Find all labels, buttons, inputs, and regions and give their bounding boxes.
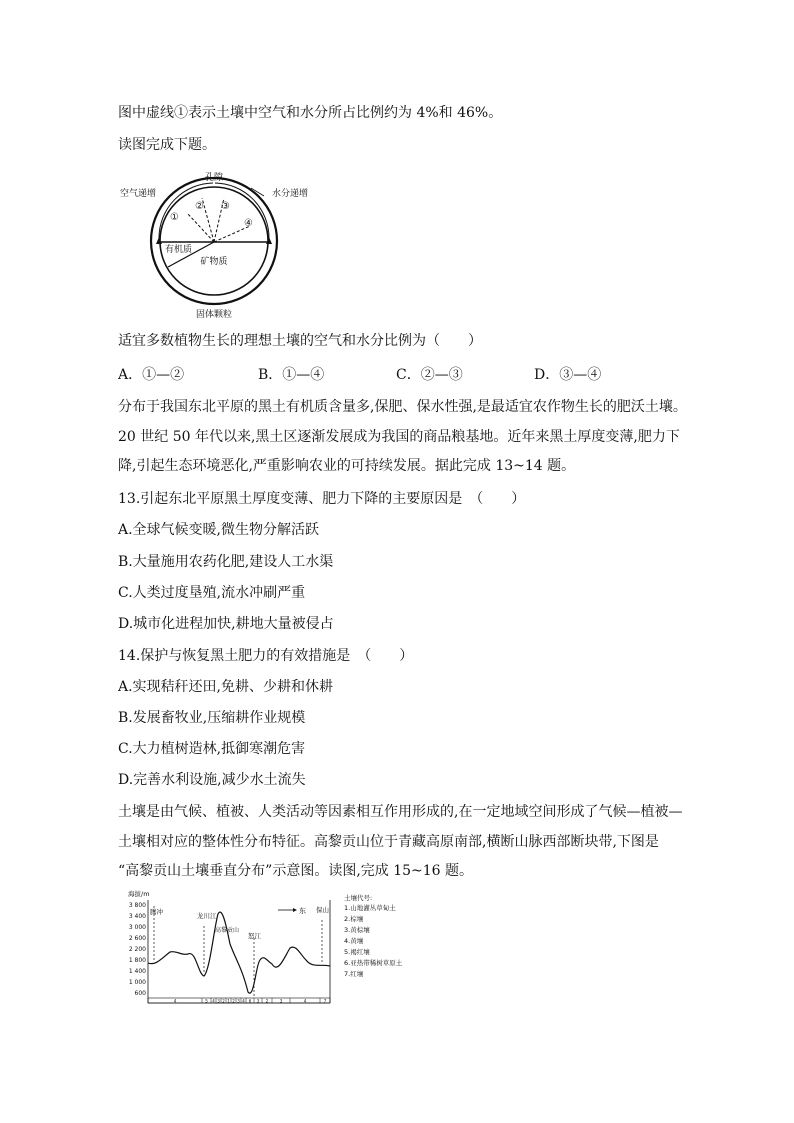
question-14: 14.保护与恢复黑土肥力的有效措施是 （ ）: [118, 648, 414, 664]
soil-code-cell: 3: [237, 998, 240, 1004]
q14-option-d[interactable]: D.完善水利设施,减少水土流失: [118, 772, 306, 788]
legend-item: 3.黄棕壤: [344, 926, 370, 934]
marker-1: ①: [170, 212, 179, 223]
soil-code-cell: 4: [303, 998, 307, 1004]
place-label-gaoligong: 高黎贡山: [215, 927, 240, 934]
direction-label: 东: [299, 907, 306, 915]
question-ideal-soil: 适宜多数植物生长的理想土壤的空气和水分比例为（ ）: [118, 333, 482, 349]
y-tick: 3 000: [128, 924, 146, 931]
organic-label: 有机质: [165, 245, 193, 255]
y-tick: 3 400: [128, 913, 146, 920]
passage-line: 降,引起生态环境恶化,严重影响农业的可持续发展。据此完成 13~14 题。: [118, 458, 576, 474]
mineral-label: 矿物质: [200, 257, 228, 267]
legend-item: 2.棕壤: [344, 915, 364, 923]
legend-item: 4.黄壤: [344, 937, 364, 945]
soil-code-cell: 4: [212, 998, 215, 1004]
soil-code-cell: 3: [217, 998, 220, 1004]
soil-profile-figure: [118, 888, 418, 1010]
passage-line: 20 世纪 50 年代以来,黑土区逐渐发展成为我国的商品粮基地。近年来黑土厚度变薄,肥力下: [118, 429, 680, 445]
legend-title: 土壤代号:: [344, 894, 373, 902]
y-tick-labels: [129, 902, 146, 997]
soil-code-cell: 4: [173, 998, 177, 1004]
soil-code-cell: 2: [222, 998, 225, 1004]
q14-option-c[interactable]: C.大力植树造林,抵御寒潮危害: [118, 741, 306, 757]
intro-line: 图中虚线①表示土壤中空气和水分所占比例约为 4%和 46%。: [118, 105, 503, 121]
q14-option-a[interactable]: A.实现秸秆还田,免耕、少耕和休耕: [118, 679, 334, 695]
intro-line: 读图完成下题。: [118, 137, 216, 153]
passage-line: 土壤是由气候、植被、人类活动等因素相互作用形成的,在一定地域空间形成了气候—植被—: [118, 804, 683, 820]
place-label-longchuan: 龙川江: [197, 912, 217, 920]
y-tick: 600: [134, 990, 146, 997]
option-b[interactable]: B．①—④: [258, 367, 325, 383]
soil-code-cell: 4: [242, 998, 245, 1004]
marker-2: ②: [195, 201, 204, 212]
terrain-profile: [148, 912, 330, 993]
soil-composition-figure: [118, 168, 318, 318]
option-c[interactable]: C．②—③: [396, 367, 463, 383]
place-label-baoshan: 保山: [316, 906, 329, 914]
soil-code-cell: 3: [256, 998, 260, 1004]
solid-particles-label: 固体颗粒: [195, 310, 233, 318]
soil-code-cell: 1: [227, 998, 230, 1004]
marker-4: ④: [244, 218, 253, 229]
y-tick: 1 800: [128, 957, 146, 964]
soil-code-cell: 6: [248, 998, 252, 1004]
marker-3: ③: [221, 201, 230, 212]
soil-code-cells: [174, 998, 327, 1003]
place-label-tengchong: 腾冲: [150, 908, 163, 916]
q13-option-d[interactable]: D.城市化进程加快,耕地大量被侵占: [118, 616, 334, 632]
q13-option-b[interactable]: B.大量施用农药化肥,建设人工水渠: [118, 554, 334, 570]
q14-option-b[interactable]: B.发展畜牧业,压缩耕作业规模: [118, 710, 306, 726]
passage-line: “高黎贡山土壤垂直分布”示意图。读图,完成 15~16 题。: [118, 863, 474, 879]
pore-label: 孔隙: [204, 173, 224, 183]
y-tick: 1 400: [128, 968, 146, 975]
soil-code-cell: 5: [205, 998, 208, 1004]
option-a[interactable]: A．①—②: [118, 367, 185, 383]
soil-code-cell: 2: [265, 998, 269, 1004]
legend-item: 5.褐红壤: [344, 948, 370, 956]
passage-line: 土壤相对应的整体性分布特征。高黎贡山位于青藏高原南部,横断山脉西部断块带,下图是: [118, 834, 659, 850]
y-axis-title: 海拔/m: [128, 890, 150, 898]
legend-item: 6.亚热带稀树草原土: [344, 959, 403, 967]
soil-code-cell: 2: [232, 998, 235, 1004]
y-tick: 2 600: [128, 935, 146, 942]
soil-code-cell: 7: [323, 998, 327, 1004]
y-tick: 1 000: [128, 979, 146, 986]
option-d[interactable]: D．③—④: [534, 367, 602, 383]
legend-item: 1.山地灌丛草甸土: [344, 904, 396, 912]
question-13: 13.引起东北平原黑土厚度变薄、肥力下降的主要原因是 （ ）: [118, 491, 526, 507]
legend-item: 7.红壤: [344, 970, 364, 978]
place-label-nujiang: 怒江: [248, 932, 261, 940]
passage-line: 分布于我国东北平原的黑土有机质含量多,保肥、保水性强,是最适宜农作物生长的肥沃土壤。: [118, 399, 687, 415]
q13-option-a[interactable]: A.全球气候变暖,微生物分解活跃: [118, 522, 320, 538]
soil-code-cell: 3: [279, 998, 283, 1004]
soil-legend: [344, 903, 403, 978]
y-tick: 3 800: [128, 902, 146, 909]
q13-option-c[interactable]: C.人类过度垦殖,流水冲刷严重: [118, 585, 306, 601]
air-increase-label: 空气递增: [120, 189, 157, 199]
water-increase-label: 水分递增: [272, 189, 309, 199]
y-tick: 2 200: [128, 946, 146, 953]
